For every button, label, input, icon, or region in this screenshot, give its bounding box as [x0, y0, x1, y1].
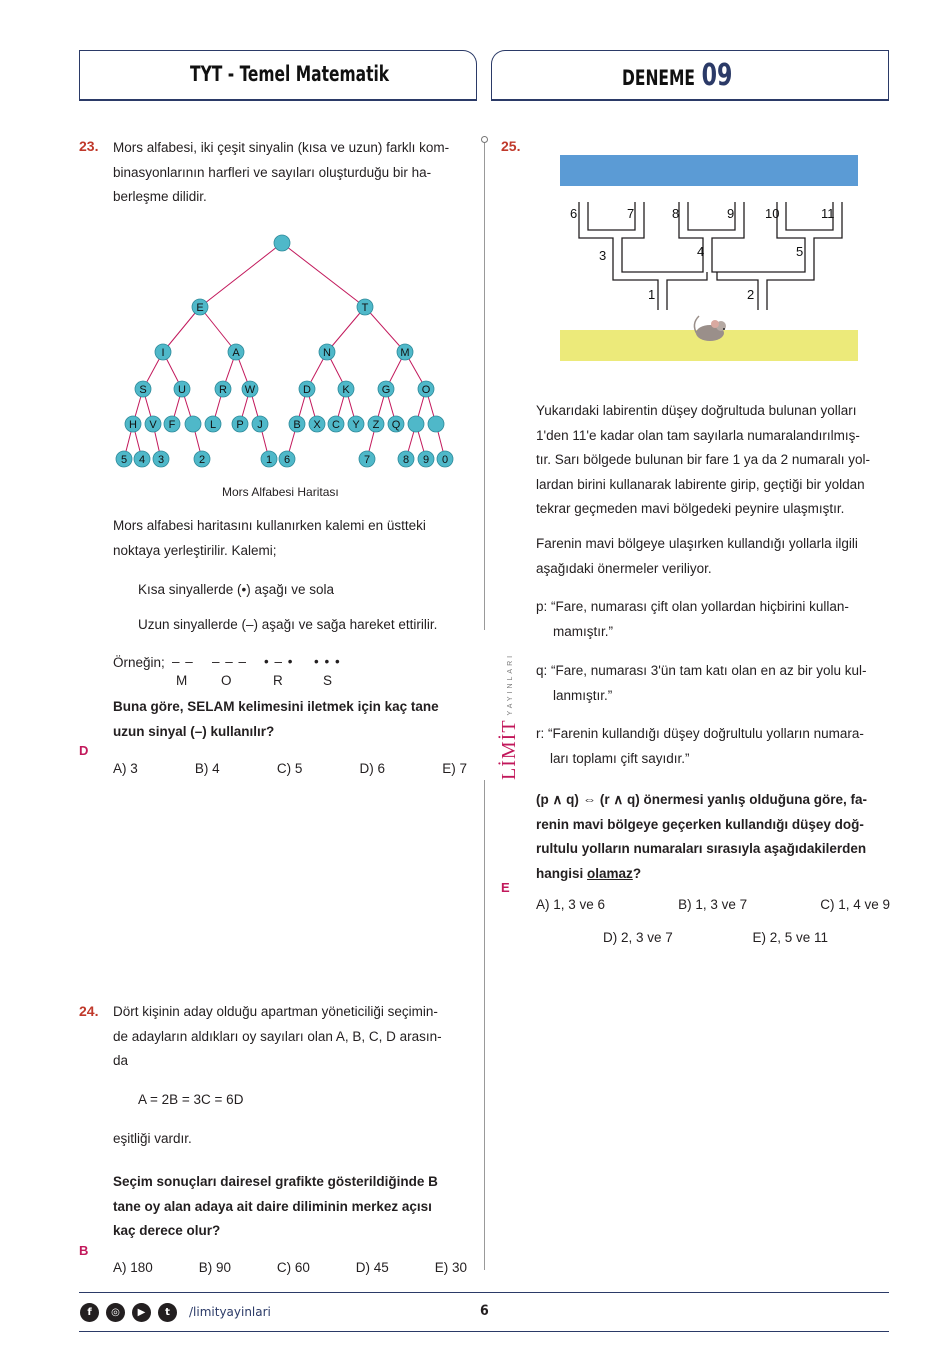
column-divider-knob [481, 136, 488, 143]
maze-diagram [555, 150, 865, 366]
q23-option-b[interactable]: B) 4 [194, 761, 220, 776]
q23-option-c[interactable]: C) 5 [276, 761, 303, 776]
rule-long: Uzun sinyallerde (–) aşağı ve sağa hareket ettirilir. [138, 617, 438, 632]
youtube-icon[interactable]: ▶ [132, 1303, 151, 1322]
premise-q-line: q: “Fare, numarası 3'ün tam katı olan en az bir yolu kul- [536, 663, 867, 678]
q23-text2 [113, 514, 467, 563]
q24-equation: A = 2B = 3C = 6D [138, 1092, 244, 1107]
maze-label: 2 [747, 287, 755, 302]
brand-name: LİMİT [498, 719, 520, 780]
q24-intro-line: de adayların aldıkları oy sayıları olan A, B, C, D arasın- [113, 1028, 442, 1044]
q25-question-line: renin mavi bölgeye geçerken kullandığı düşey doğ- [536, 816, 864, 832]
q23-intro-line: berleşme dilidir. [113, 189, 207, 204]
tree-l4-label: C [332, 419, 340, 431]
q25-para1-line: 1'den 11'e kadar olan tam sayılarla numaralandırılmış- [536, 427, 860, 443]
tree-l3-label: U [178, 384, 186, 396]
facebook-icon[interactable]: f [80, 1303, 99, 1322]
deneme-label: DENEME [622, 66, 696, 90]
q24-intro [113, 1000, 467, 1074]
tree-l5-label: 4 [138, 454, 146, 466]
q25-question-underlined: olamaz [587, 865, 633, 881]
q24-option-e[interactable]: E) 30 [434, 1260, 467, 1275]
premise-q [536, 659, 890, 708]
tree-l4-label: Y [352, 419, 360, 431]
q25-number: 25. [501, 138, 521, 154]
tree-l4-label: F [168, 419, 176, 431]
tree-l4-label: P [236, 419, 244, 431]
header-left-underline [79, 99, 477, 101]
tree-l5-label: 7 [363, 454, 371, 466]
morse-tree [100, 228, 470, 508]
tree-l4-node [408, 416, 424, 432]
q25-para2-line: aşağıdaki önermeler veriliyor. [536, 560, 712, 576]
q23-text2-line: Mors alfabesi haritasını kullanırken kalemi en üstteki [113, 518, 426, 533]
deneme-title [622, 58, 732, 93]
q25-option-e[interactable]: E) 2, 5 ve 11 [752, 930, 828, 945]
maze-label: 1 [648, 287, 656, 302]
q23-option-a[interactable]: A) 3 [113, 761, 138, 776]
q24-option-d[interactable]: D) 45 [355, 1260, 389, 1275]
tree-l2-label: I [161, 347, 165, 359]
q25-para1-line: tekrar geçmeden mavi bölgedeki peynire ulaşmıştır. [536, 501, 845, 516]
morse-tree-nodes [116, 235, 453, 467]
q25-question-last-line [536, 862, 896, 887]
q24-number: 24. [79, 1003, 99, 1019]
example-letter-r: R [273, 673, 283, 688]
q24-question-line: kaç derece olur? [113, 1223, 221, 1238]
q25-option-b[interactable]: B) 1, 3 ve 7 [678, 897, 748, 912]
example-code-o: – – – [212, 654, 248, 669]
premise-r-line: ları toplamı çift sayıdır.” [550, 750, 690, 766]
tree-l3-label: D [303, 384, 311, 396]
maze-label: 4 [697, 244, 705, 259]
q23-question-line: Buna göre, SELAM kelimesini iletmek için kaç tane [113, 699, 439, 714]
tree-l5-label: 0 [441, 454, 449, 466]
tree-l5-label: 5 [120, 454, 128, 466]
tree-l3-label: G [381, 384, 391, 396]
tree-l5-label: 6 [283, 454, 291, 466]
footer-bottom-line [79, 1331, 889, 1332]
root-node [274, 235, 290, 251]
tree-l4-label: Z [372, 419, 380, 431]
q23-option-e[interactable]: E) 7 [442, 761, 467, 776]
premise-p [536, 595, 890, 644]
tree-l4-label: L [209, 419, 217, 431]
q25-question [536, 788, 896, 886]
tree-l5-label: 8 [402, 454, 410, 466]
q25-options-row2 [603, 930, 828, 945]
q25-para1-line: lardan birini kullanarak labirente girip, geçtiği bir yoldan [536, 476, 865, 492]
header-right-underline [491, 99, 889, 101]
q25-option-a[interactable]: A) 1, 3 ve 6 [536, 897, 606, 912]
q25-para2 [536, 532, 890, 581]
tree-l4-label: J [257, 419, 263, 431]
premise-p-line: p: “Fare, numarası çift olan yollardan hiçbirini kullan- [536, 599, 849, 614]
tree-l4-node [185, 416, 201, 432]
q25-para1-line: tır. Sarı bölgede bulunan bir fare 1 ya da 2 numaralı yol- [536, 452, 870, 467]
q23-number: 23. [79, 138, 99, 154]
q23-intro-line: Mors alfabesi, iki çeşit sinyalin (kısa ve uzun) farklı kom- [113, 140, 450, 155]
premise-r [536, 722, 890, 771]
maze-label: 3 [599, 248, 607, 263]
q23-options [113, 761, 467, 776]
brand-logo [498, 653, 521, 780]
tree-l1-label: E [196, 302, 204, 314]
q23-question-line: uzun sinyal (–) kullanılır? [113, 723, 275, 739]
tree-l3-label: O [421, 384, 431, 396]
maze-label: 8 [672, 206, 680, 221]
q25-question-text: hangisi [536, 865, 584, 881]
q24-question-line: tane oy alan adaya ait daire diliminin merkez açısı [113, 1198, 432, 1214]
q24-question [113, 1170, 473, 1244]
tree-l4-label: B [293, 419, 301, 431]
maze-label: 5 [796, 244, 804, 259]
tree-l4-label: Q [391, 419, 401, 431]
q24-option-b[interactable]: B) 90 [198, 1260, 231, 1275]
maze-label: 6 [570, 206, 578, 221]
tree-l4-label: X [313, 419, 321, 431]
instagram-icon[interactable]: ◎ [106, 1303, 125, 1322]
tree-l5-label: 9 [422, 454, 430, 466]
example-code-r: • – • [264, 654, 294, 669]
maze-labels [570, 206, 835, 302]
example-code-s: • • • [314, 654, 341, 669]
q25-options-row1 [536, 897, 890, 912]
tree-l3-label: K [342, 384, 350, 396]
q25-answer-mark: E [501, 880, 510, 895]
tree-l3-label: W [244, 384, 256, 396]
tree-l4-label: H [129, 419, 137, 431]
maze-label: 9 [727, 206, 735, 221]
q25-para2-line: Farenin mavi bölgeye ulaşırken kullandığı yollarla ilgili [536, 536, 858, 551]
page-number: 6 [480, 1303, 489, 1319]
example-label: Örneğin; [113, 655, 165, 670]
q24-text2: eşitliği vardır. [113, 1131, 192, 1146]
q24-intro-line: Dört kişinin aday olduğu apartman yöneticiliği seçimin- [113, 1004, 438, 1019]
tree-l4-node [428, 416, 444, 432]
q24-option-a[interactable]: A) 180 [113, 1260, 153, 1275]
premise-p-line: mamıştır.” [553, 623, 613, 639]
q25-option-c[interactable]: C) 1, 4 ve 9 [820, 897, 890, 912]
maze-label: 7 [627, 206, 635, 221]
premise-r-line: r: “Farenin kullandığı düşey doğrultulu yolların numara- [536, 726, 864, 741]
q24-option-c[interactable]: C) 60 [276, 1260, 310, 1275]
tree-caption: Mors Alfabesi Haritası [222, 485, 339, 499]
example-letter-o: O [221, 673, 232, 688]
subject-title: TYT - Temel Matematik [190, 62, 390, 86]
maze-blue-zone [560, 155, 858, 186]
maze-label: 10 [765, 206, 780, 221]
example-letter-m: M [176, 673, 188, 688]
q25-question-end: ? [632, 865, 642, 881]
q23-question [113, 695, 473, 744]
q24-intro-line: da [113, 1053, 129, 1068]
tree-l3-label: R [219, 384, 227, 396]
q24-options [113, 1260, 467, 1275]
tree-l5-label: 3 [157, 454, 165, 466]
q25-para1 [536, 399, 890, 522]
brand-sub: YAYINLARI [506, 652, 514, 716]
example-code-m: – – [172, 654, 194, 669]
q23-answer-mark: D [79, 743, 89, 758]
tree-l3-label: S [139, 384, 147, 396]
tree-l5-label: 2 [198, 454, 206, 466]
tree-l2-label: M [400, 347, 410, 359]
q23-option-d[interactable]: D) 6 [359, 761, 386, 776]
maze-label: 11 [821, 206, 835, 221]
tree-l5-label: 1 [265, 454, 273, 466]
brand-mask [476, 630, 500, 780]
q25-para1-line: Yukarıdaki labirentin düşey doğrultuda bulunan yolları [536, 403, 857, 418]
rule-short: Kısa sinyallerde (•) aşağı ve sola [138, 582, 335, 597]
q23-intro-line: binasyonlarının harfleri ve sayıları oluşturduğu bir ha- [113, 164, 432, 180]
q25-option-d[interactable]: D) 2, 3 ve 7 [603, 930, 673, 945]
social-handle[interactable]: /limityayinlari [189, 1305, 271, 1319]
q24-question-line: Seçim sonuçları dairesel grafikte gösterildiğinde B [113, 1174, 438, 1189]
q23-intro [113, 136, 467, 210]
q25-question-line: rultulu yolların numaraları sırasıyla aşağıdakilerden [536, 841, 867, 856]
q25-question-line: (p ∧ q) ⇔ (r ∧ q) önermesi yanlış olduğuna göre, fa- [536, 792, 868, 807]
example-letter-s: S [323, 673, 333, 688]
q23-text2-line: noktaya yerleştirilir. Kalemi; [113, 542, 277, 558]
twitter-icon[interactable]: t [158, 1303, 177, 1322]
footer-top-line [79, 1292, 889, 1293]
mouse-icon [694, 316, 726, 341]
tree-l2-label: A [232, 347, 240, 359]
q24-answer-mark: B [79, 1243, 89, 1258]
deneme-number: 09 [701, 58, 733, 93]
tree-l2-label: N [323, 347, 331, 359]
tree-l4-label: V [149, 419, 157, 431]
premise-q-line: lanmıştır.” [553, 687, 613, 703]
tree-l1-label: T [361, 302, 369, 314]
